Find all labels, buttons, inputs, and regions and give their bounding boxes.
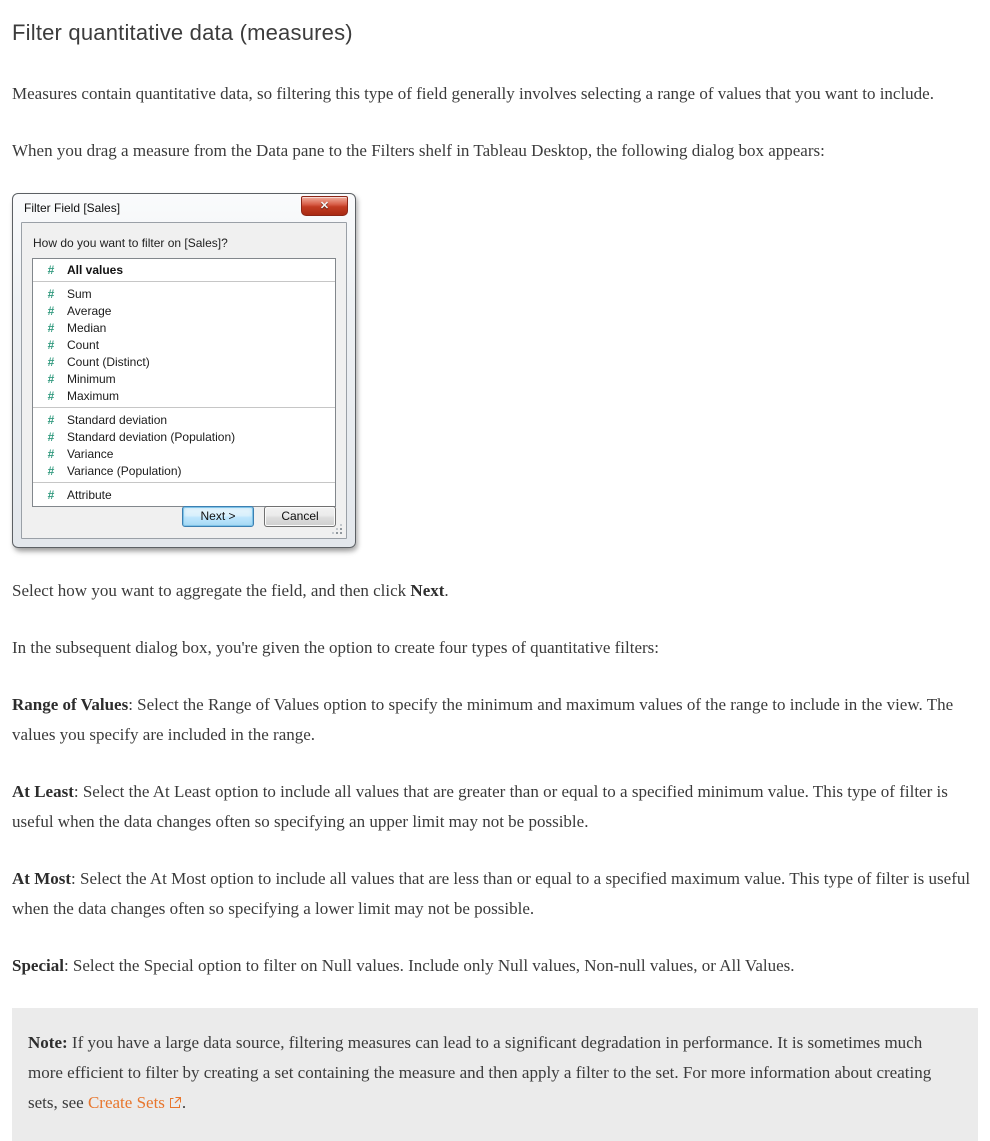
list-item — [33, 411, 335, 428]
note-text: If you have a large data source, filtering measures can lead to a significant degradation in performance. It is sometimes much more efficient to filter by creating a set containing the measure and then apply a filter to the set. For more information about creating sets, see — [28, 1033, 932, 1112]
list-item — [33, 445, 335, 462]
list-item-label: Average — [67, 303, 112, 318]
measure-number-icon: # — [47, 286, 55, 301]
list-item-label: Median — [67, 320, 107, 335]
dialog-body — [21, 222, 347, 539]
intro-paragraph-2: When you drag a measure from the Data pane to the Filters shelf in Tableau Desktop, the following dialog box appears: — [12, 141, 825, 160]
list-item — [33, 462, 335, 479]
filter-field-dialog — [12, 193, 356, 548]
page-title: Filter quantitative data (measures) — [12, 20, 353, 45]
filter-type-desc: : Select the Special option to filter on Null values. Include only Null values, Non-null values, or All Values. — [63, 956, 795, 975]
list-item — [33, 285, 335, 302]
list-item-label: Attribute — [67, 487, 112, 502]
list-group-all-values — [33, 259, 335, 282]
measure-number-icon: # — [47, 388, 55, 403]
list-item — [33, 370, 335, 387]
measure-number-icon: # — [47, 429, 55, 444]
list-item-label: Minimum — [67, 371, 116, 386]
list-item-label: Variance (Population) — [67, 463, 182, 478]
list-item-label: Standard deviation — [67, 412, 168, 427]
list-item — [33, 428, 335, 445]
aggregate-text-before: Select how you want to aggregate the field, and then click — [12, 581, 411, 600]
measure-number-icon: # — [47, 303, 55, 318]
list-group-basic-aggregations — [33, 282, 335, 408]
filter-type-desc: : Select the At Most option to include all values that are less than or equal to a specified maximum value. This type of filter is useful when the data changes often so specifying a lower limit may not be possible. — [12, 869, 971, 918]
filter-type-special — [12, 951, 978, 981]
dialog-title: Filter Field [Sales] — [24, 201, 121, 215]
aggregate-paragraph — [12, 576, 978, 606]
list-group-attribute — [33, 483, 335, 506]
note-label: Note: — [28, 1033, 68, 1052]
list-item — [33, 387, 335, 404]
dialog-button-row — [182, 506, 336, 527]
external-link-icon — [169, 1089, 182, 1119]
measure-number-icon: # — [47, 487, 55, 502]
aggregation-list — [32, 258, 336, 507]
list-item-label: Sum — [67, 286, 92, 301]
next-button: Next > — [182, 506, 254, 527]
note-box — [12, 1008, 978, 1141]
filter-type-term: Special — [12, 956, 64, 975]
measure-number-icon: # — [47, 463, 55, 478]
measure-number-icon: # — [47, 263, 55, 277]
create-sets-link[interactable]: Create Sets — [87, 1093, 165, 1112]
measure-number-icon: # — [47, 412, 55, 427]
close-icon: ✕ — [301, 196, 348, 216]
list-group-statistical-aggregations — [33, 408, 335, 483]
aggregate-bold: Next — [410, 581, 445, 600]
filter-type-desc: : Select the Range of Values option to specify the minimum and maximum values of the range to include in the view. The values you specify are included in the range. — [12, 695, 954, 744]
filter-type-desc: : Select the At Least option to include all values that are greater than or equal to a specified minimum value. This type of filter is useful when the data changes often so specifying an upper limit may not be possible. — [12, 782, 948, 831]
filter-type-range-of-values — [12, 690, 978, 750]
list-item — [33, 336, 335, 353]
list-item-label: All values — [67, 263, 124, 277]
dialog-question: How do you want to filter on [Sales]? — [33, 236, 228, 250]
intro-paragraph-1: Measures contain quantitative data, so filtering this type of field generally involves selecting a range of values that you want to include. — [12, 84, 934, 103]
aggregate-text-after: . — [444, 581, 449, 600]
list-item — [33, 302, 335, 319]
filter-type-at-least — [12, 777, 978, 837]
measure-number-icon: # — [47, 371, 55, 386]
measure-number-icon: # — [47, 354, 55, 369]
list-item-label: Standard deviation (Population) — [67, 429, 236, 444]
filter-dialog-screenshot — [12, 193, 364, 548]
note-paragraph — [28, 1028, 960, 1119]
measure-number-icon: # — [47, 320, 55, 335]
list-item — [33, 319, 335, 336]
list-item — [33, 486, 335, 503]
filter-type-term: At Most — [12, 869, 72, 888]
list-item-label: Variance — [67, 446, 114, 461]
measure-number-icon: # — [47, 446, 55, 461]
filter-type-term: Range of Values — [12, 695, 129, 714]
list-item-label: Maximum — [67, 388, 120, 403]
resize-grip-icon — [332, 524, 343, 535]
measure-number-icon: # — [47, 337, 55, 352]
list-item-label: Count — [67, 337, 100, 352]
list-item — [33, 353, 335, 370]
filter-type-at-most — [12, 864, 978, 924]
cancel-button: Cancel — [264, 506, 336, 527]
note-text-after: . — [181, 1093, 187, 1112]
list-item-label: Count (Distinct) — [67, 354, 150, 369]
filter-type-term: At Least — [12, 782, 74, 801]
list-item — [33, 259, 335, 281]
subsequent-paragraph: In the subsequent dialog box, you're given the option to create four types of quantitative filters: — [12, 638, 660, 657]
